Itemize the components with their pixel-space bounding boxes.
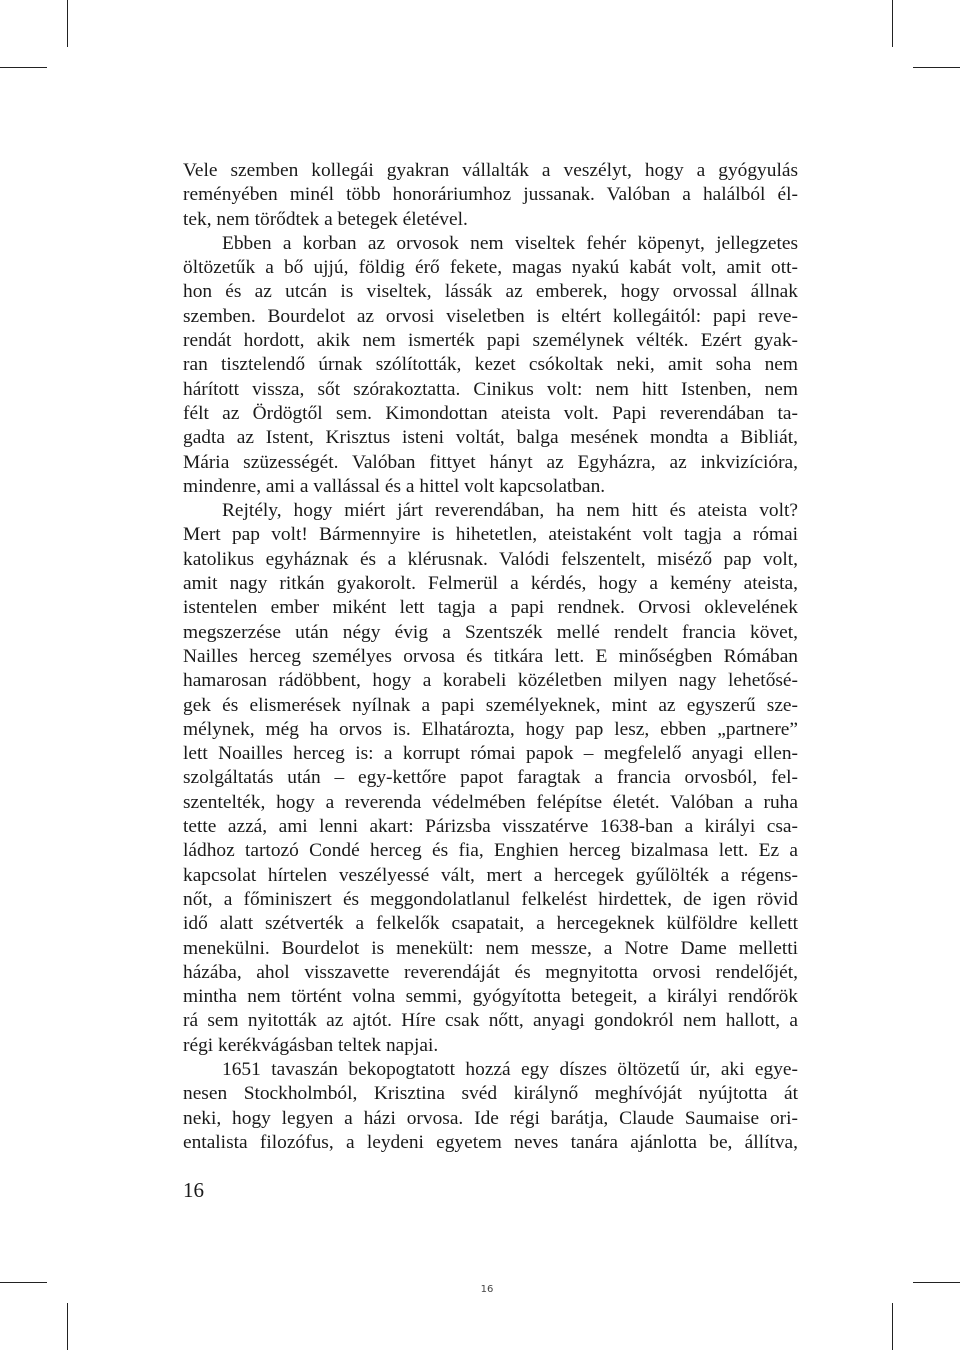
text-line: Rejtély, hogy miért járt reverendában, ha nem hitt és ateista volt? bbox=[222, 500, 798, 522]
text-line: amit nagy ritkán gyakorolt. Felmerül a kérdés, hogy a kemény ateista, bbox=[183, 573, 798, 595]
text-line: reményében minél több honoráriumhoz jussanak. Valóban a halálból él- bbox=[183, 184, 798, 206]
text-line: mélynek, még ha orvos is. Elhatározta, hogy pap lesz, ebben „partnere” bbox=[183, 718, 798, 740]
text-line: szemben. Bourdelot az orvosi viseletben is eltért kollegáitól: papi reve- bbox=[183, 305, 798, 327]
text-line: ládhoz tartozó Condé herceg és fia, Enghien herceg bizalmasa lett. Ez a bbox=[183, 840, 798, 862]
text-line: Vele szemben kollegái gyakran vállalták a veszélyt, hogy a gyógyulás bbox=[183, 160, 798, 181]
text-line: Mária szüzességét. Valóban fittyet hányt az Egyházra, az inkvizícióra, bbox=[183, 451, 798, 473]
text-line: nőt, a főminiszert és meggondolatlanul felkelést hirdettek, de igen rövid bbox=[183, 888, 798, 910]
text-line: mintha nem történt volna semmi, gyógyította betegeit, a királyi rendőrök bbox=[183, 986, 798, 1008]
text-line: katolikus egyháznak és a klérusnak. Valódi felszentelt, miséző pap volt, bbox=[183, 548, 798, 570]
text-line: rá sem nyitották az ajtót. Híre csak nőtt, anyagi gondokról nem hallott, a bbox=[183, 1010, 798, 1032]
text-line: menekülni. Bourdelot is menekült: nem messze, a Notre Dame melletti bbox=[183, 937, 798, 959]
crop-mark-bottom-right-horizontal bbox=[913, 1282, 960, 1283]
text-line: szolgáltatás után – egy-kettőre papot faragtak a francia orvosból, fel- bbox=[183, 767, 798, 789]
text-line: régi kerékvágásban teltek napjai. bbox=[183, 1034, 439, 1056]
text-line: öltözetűk a bő ujjú, földig érő fekete, magas nyakú kabát volt, amit ott- bbox=[183, 257, 798, 279]
text-line: neki, hogy legyen a házi orvosa. Ide régi barátja, Claude Saumaise ori- bbox=[183, 1107, 798, 1129]
text-line: ran tisztelendő úrnak szólították, kezet csókoltak neki, amit soha nem bbox=[183, 354, 798, 376]
text-line: gek és elismerések nyílnak a papi személyeknek, mint az egyszerű sze- bbox=[183, 694, 798, 716]
page-number: 16 bbox=[183, 1178, 204, 1202]
text-line: házába, ahol visszavette reverendáját és megnyitotta orvosi rendelőjét, bbox=[183, 961, 798, 983]
text-line: istentelen ember miként lett tagja a papi rendnek. Orvosi oklevelének bbox=[183, 597, 798, 619]
text-line: tette azzá, ami lenni akart: Párizsba visszatérve 1638-ban a királyi csa- bbox=[183, 816, 798, 838]
text-line: megszerzése után négy évig a Szentszék mellé rendelt francia követ, bbox=[183, 621, 798, 643]
crop-mark-top-left-horizontal bbox=[0, 67, 47, 68]
crop-mark-top-right-horizontal bbox=[913, 67, 960, 68]
text-line: kapcsolat hírtelen veszélyessé vált, mert a hercegek gyűlölték a régens- bbox=[183, 864, 798, 886]
crop-mark-bottom-left-horizontal bbox=[0, 1282, 47, 1283]
text-line: Ebben a korban az orvosok nem viseltek fehér köpenyt, jellegzetes bbox=[222, 232, 798, 254]
crop-mark-top-right-vertical bbox=[892, 0, 893, 47]
footer-page-number: 16 bbox=[480, 1284, 494, 1295]
text-line: félt az Ördögtől sem. Kimondottan ateista volt. Papi reverendában ta- bbox=[183, 402, 798, 424]
text-line: entalista filozófus, a leydeni egyetem neves tanára ajánlotta be, állítva, bbox=[183, 1131, 798, 1153]
text-line: szentelték, hogy a reverenda védelmében felépítse életét. Valóban a ruha bbox=[183, 791, 798, 813]
text-line: 1651 tavaszán bekopogtatott hozzá egy díszes öltözetű úr, aki egye- bbox=[222, 1058, 798, 1080]
text-line: Mert pap volt! Bármennyire is hihetetlen, ateistaként volt tagja a római bbox=[183, 524, 798, 546]
text-line: mindenre, ami a vallással és a hittel volt kapcsolatban. bbox=[183, 475, 606, 497]
text-line: hárított vissza, sőt szórakoztatta. Cinikus volt: nem hitt Istenben, nem bbox=[183, 378, 798, 400]
body-text bbox=[183, 159, 798, 1155]
text-line: idő alatt szétverték a felkelők csapatait, a hercegeknek külföldre kellett bbox=[183, 913, 798, 935]
text-line: lett Noailles herceg is: a korrupt római papok – megfelelő anyagi ellen- bbox=[183, 743, 798, 765]
crop-mark-bottom-right-vertical bbox=[892, 1303, 893, 1350]
text-line: rendát hordott, akik nem ismerték papi személynek vélték. Ezért gyak- bbox=[183, 330, 798, 352]
text-line: gadta az Istent, Krisztus isteni voltát, balga mesének mondta a Bibliát, bbox=[183, 427, 798, 449]
text-line: nesen Stockholmból, Krisztina svéd királynő meghívóját nyújtotta át bbox=[183, 1083, 798, 1105]
crop-mark-top-left-vertical bbox=[67, 0, 68, 47]
text-line: tek, nem törődtek a betegek életével. bbox=[183, 208, 468, 230]
text-line: hamarosan rádöbbent, hogy a korabeli közéletben milyen nagy lehetősé- bbox=[183, 670, 798, 692]
text-line: hon és az utcán is viseltek, lássák az emberek, hogy orvossal állnak bbox=[183, 281, 798, 303]
text-line: Nailles herceg személyes orvosa és titkára lett. E minőségben Rómában bbox=[183, 645, 798, 667]
crop-mark-bottom-left-vertical bbox=[67, 1303, 68, 1350]
